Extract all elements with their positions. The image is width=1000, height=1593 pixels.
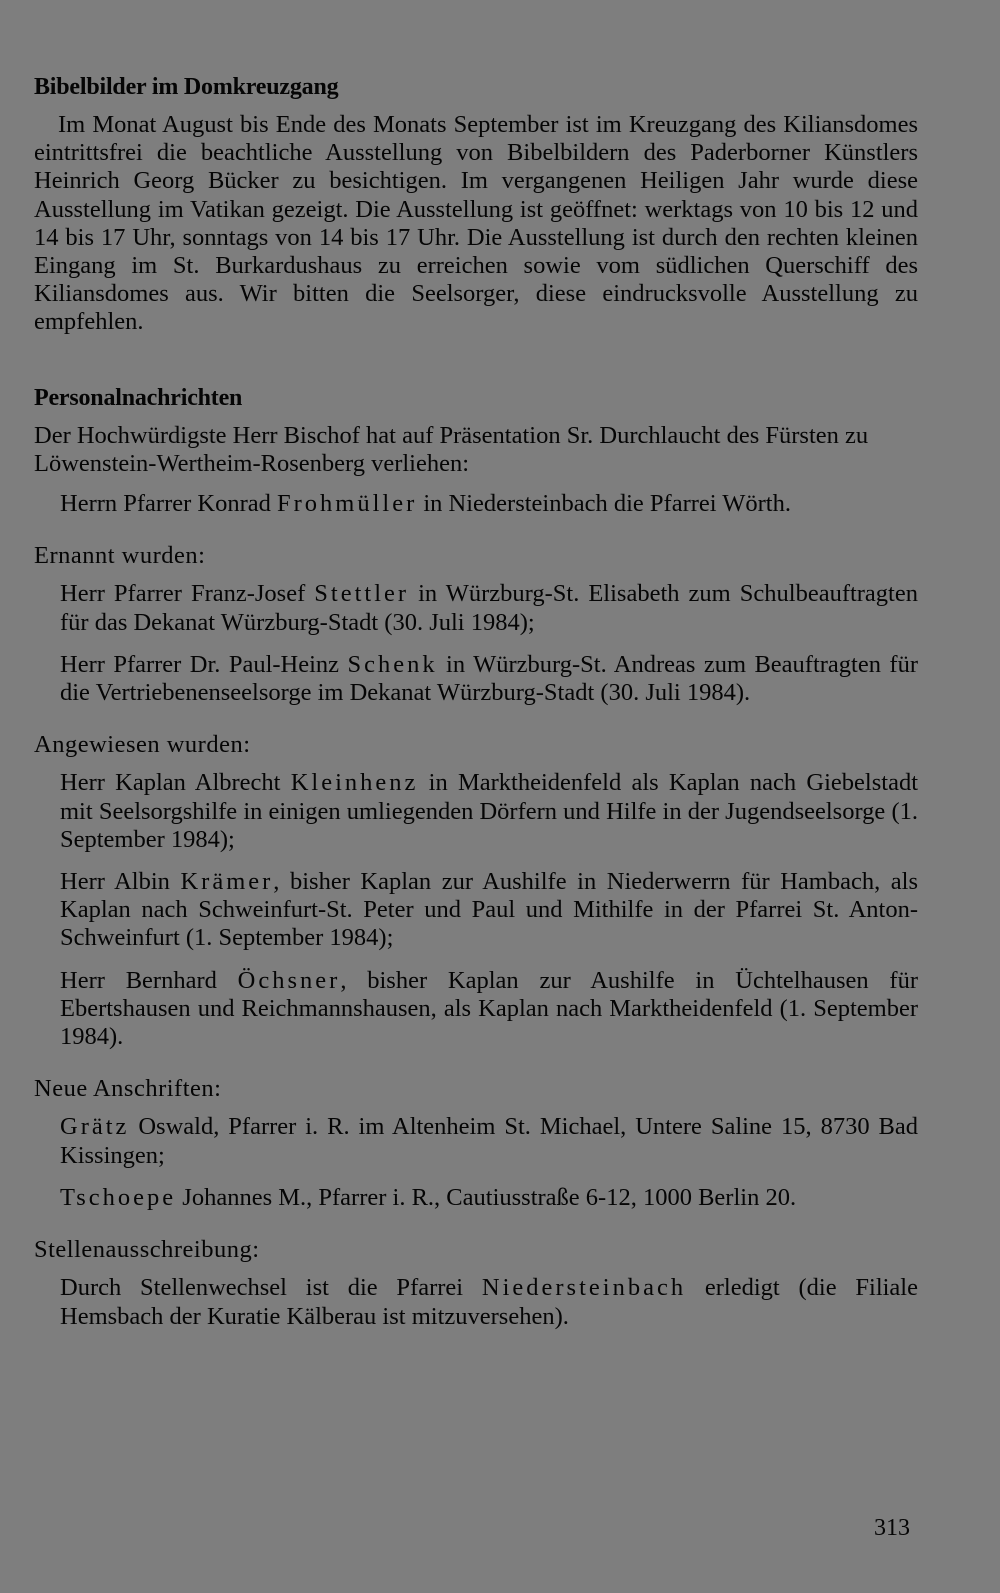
stellen-list	[34, 1274, 918, 1330]
subheading-angewiesen: Angewiesen wurden:	[34, 731, 251, 759]
section-title-bibelbilder: Bibelbilder im Domkreuzgang	[34, 74, 339, 100]
person-name: Krämer	[180, 868, 274, 896]
list-item	[60, 1184, 918, 1212]
list-item	[60, 868, 918, 953]
place-name: Niedersteinbach	[481, 1274, 687, 1302]
entry-prefix: Herrn Pfarrer Konrad	[60, 490, 277, 518]
entry-text: in Marktheidenfeld als Kaplan nach Giebelstadt mit Seelsorgshilfe in einigen umliegenden Dörfern und Hilfe in der Jugendseelsorge (1. September 1984);	[60, 769, 918, 853]
person-name: Kleinhenz	[290, 769, 419, 797]
entry-text: in Niedersteinbach die Pfarrei Wörth.	[417, 490, 791, 518]
subheading-ernannt: Ernannt wurden:	[34, 542, 206, 570]
entry-text: , bisher Kaplan zur Aushilfe in Üchtelhausen für Ebertshausen und Reichmannshausen, als Kaplan nach Marktheidenfeld (1. September 1984).	[60, 966, 918, 1051]
list-item	[60, 490, 918, 518]
person-name: Schenk	[347, 650, 438, 678]
list-item	[60, 1113, 918, 1169]
entry-prefix: Herr Albin	[60, 868, 181, 896]
section-title-personalnachrichten: Personalnachrichten	[34, 384, 243, 411]
page-number: 313	[874, 1515, 910, 1541]
anschriften-list	[34, 1113, 918, 1212]
entry-prefix: Durch Stellenwechsel ist die Pfarrei	[60, 1274, 482, 1302]
entry-prefix: Herr Bernhard	[60, 966, 238, 994]
subheading-anschriften: Neue Anschriften:	[34, 1075, 222, 1103]
person-name: Öchsner	[237, 966, 341, 994]
person-name: Frohmüller	[277, 490, 418, 518]
entry-text: Oswald, Pfarrer i. R. im Altenheim St. Michael, Untere Saline 15, 8730 Bad Kissingen;	[60, 1113, 918, 1169]
entry-text: , bisher Kaplan zur Aushilfe in Niederwerrn für Hambach, als Kaplan nach Schweinfurt-St. Peter und Paul und Mithilfe in der Pfarrei St. Anton-Schweinfurt (1. September 1984);	[60, 868, 919, 952]
person-name: Stettler	[314, 580, 410, 608]
list-item	[60, 967, 918, 1052]
ernannt-list	[34, 580, 918, 707]
section-body-bibelbilder: Im Monat August bis Ende des Monats September ist im Kreuzgang des Kiliansdomes eintrittsfrei die beachtliche Ausstellung von Bibelbildern des Paderborner Künstlers Heinrich Georg Bücker zu besichtigen. Im vergangenen Heiligen Jahr wurde diese Ausstellung im Vatikan gezeigt. Die Ausstellung ist geöffnet: werktags von 10 bis 12 und 14 bis 17 Uhr, sonntags von 14 bis 17 Uhr. Die Ausstellung ist durch den rechten kleinen Eingang im St. Burkardushaus zu erreichen sowie vom südlichen Querschiff des Kiliansdomes aus. Wir bitten die Seelsorger, diese eindrucksvolle Ausstellung zu empfehlen.	[34, 111, 918, 336]
list-item	[60, 769, 918, 854]
list-item	[60, 651, 918, 707]
subheading-stellenausschreibung: Stellenausschreibung:	[34, 1236, 260, 1264]
entry-prefix: Herr Pfarrer Dr. Paul-Heinz	[60, 650, 348, 678]
entry-prefix: Herr Kaplan Albrecht	[60, 769, 291, 797]
verliehen-list	[34, 490, 918, 518]
entry-text: in Würzburg-St. Andreas zum Beauftragten für die Vertriebenenseelsorge im Dekanat Würzburg-Stadt (30. Juli 1984).	[60, 650, 918, 707]
intro-paragraph: Der Hochwürdigste Herr Bischof hat auf Präsentation Sr. Durchlaucht des Fürsten zu Löwenstein-Wertheim-Rosenberg verliehen:	[34, 421, 869, 477]
entry-text: in Würzburg-St. Elisabeth zum Schulbeauftragten für das Dekanat Würzburg-Stadt (30. Juli 1984);	[60, 580, 918, 636]
angewiesen-list	[34, 769, 918, 1051]
list-item	[60, 1274, 918, 1330]
person-name: Grätz	[60, 1113, 130, 1141]
person-name: Tschoepe	[60, 1183, 177, 1211]
entry-text: erledigt (die Filiale Hemsbach der Kuratie Kälberau ist mitzuversehen).	[60, 1274, 918, 1330]
list-item	[60, 580, 918, 636]
section-gap	[34, 337, 918, 385]
entry-prefix: Herr Pfarrer Franz-Josef	[60, 580, 315, 608]
entry-text: Johannes M., Pfarrer i. R., Cautiusstraße 6-12, 1000 Berlin 20.	[176, 1183, 797, 1211]
